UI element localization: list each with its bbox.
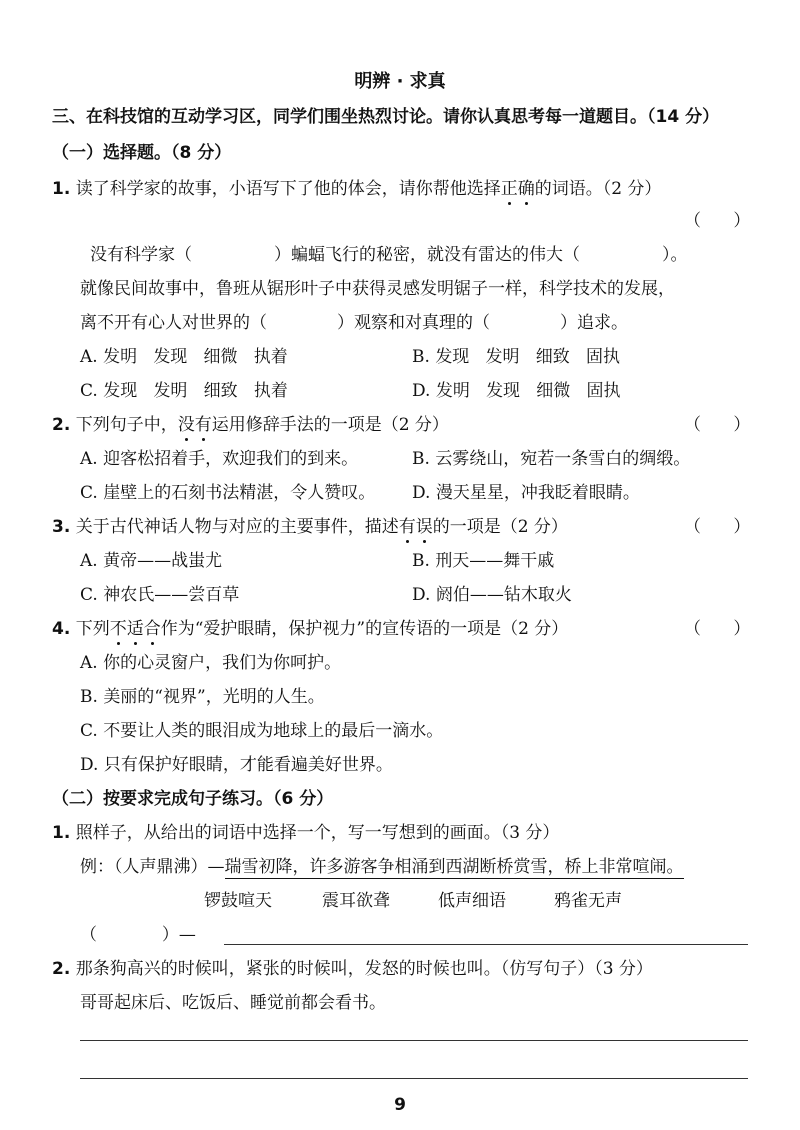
- example-line: [80, 855, 684, 879]
- emphasis-char: 误: [415, 517, 433, 537]
- passage-line-1: [90, 243, 688, 267]
- q2-option-a[interactable]: A. 迎客松招着手，欢迎我们的到来。: [80, 449, 359, 469]
- writing-line-2[interactable]: [80, 1078, 748, 1079]
- q4-option-b[interactable]: B. 美丽的“视界”，光明的人生。: [80, 687, 325, 707]
- q1-option-b[interactable]: B. 发现 发明 细致 固执: [412, 347, 620, 367]
- question-stem-end: 作为“爱护眼睛，保护视力”的宣传语的一项是（2 分）: [160, 619, 569, 639]
- question-stem: 关于古代神话人物与对应的主要事件，描述: [75, 517, 399, 537]
- word-choice-2: 震耳欲聋: [322, 891, 390, 911]
- passage-line-2: 就像民间故事中，鲁班从锯形叶子中获得灵感发明锯子一样，科学技术的发展，: [80, 279, 675, 299]
- word-choice-1: 锣鼓喧天: [204, 891, 272, 911]
- q1-option-c[interactable]: C. 发现 发明 细致 执着: [80, 381, 288, 401]
- example-prefix: 例：（人声鼎沸）—: [80, 857, 225, 877]
- question-stem: 照样子，从给出的词语中选择一个，写一写想到的画面。（3 分）: [75, 823, 560, 843]
- q3-option-c[interactable]: C. 神农氏——尝百草: [80, 585, 240, 605]
- section-heading: 三、在科技馆的互动学习区，同学们围坐热烈讨论。请你认真思考每一道题目。（14 分）: [52, 107, 720, 127]
- passage-text: ）观察和对真理的（: [337, 313, 490, 333]
- question-number: 1.: [52, 179, 71, 199]
- question-stem: 下列: [75, 619, 110, 639]
- question-1: [52, 177, 661, 201]
- question-3: [52, 515, 568, 539]
- q3-option-d[interactable]: D. 阏伯——钻木取火: [412, 585, 572, 605]
- question-stem: 下列句子中，: [75, 415, 178, 435]
- question-number: 3.: [52, 517, 71, 537]
- q4-option-d[interactable]: D. 只有保护好眼睛，才能看遍美好世界。: [80, 755, 393, 775]
- passage-text: ）蝙蝠飞行的秘密，就没有雷达的伟大（: [274, 245, 580, 265]
- question-4: [52, 617, 568, 641]
- example-text: 瑞雪初降，许多游客争相涌到西湖断桥赏雪，桥上非常喧闹。: [224, 857, 684, 877]
- passage-text: 没有科学家（: [90, 245, 192, 265]
- question-stem-end: 的词语。（2 分）: [534, 179, 662, 199]
- q2-option-c[interactable]: C. 崖壁上的石刻书法精湛，令人赞叹。: [80, 483, 376, 503]
- part2-heading: （二）按要求完成句子练习。（6 分）: [52, 789, 334, 809]
- passage-line-3: [80, 311, 628, 335]
- emphasis-char: 适: [126, 619, 144, 639]
- answer-paren[interactable]: （ ）: [684, 211, 751, 231]
- q1-option-d[interactable]: D. 发明 发现 细微 固执: [412, 381, 621, 401]
- part1-heading: （一）选择题。（8 分）: [52, 143, 232, 163]
- question-stem: 读了科学家的故事，小语写下了他的体会，请你帮他选择: [75, 179, 501, 199]
- question-stem-end: 的一项是（2 分）: [432, 517, 568, 537]
- answer-paren[interactable]: （ ）: [684, 517, 751, 537]
- question-number: 2.: [52, 959, 71, 979]
- emphasis-word: [110, 619, 161, 639]
- question-number: 4.: [52, 619, 71, 639]
- question-number: 1.: [52, 823, 71, 843]
- answer-paren[interactable]: （ ）: [684, 619, 751, 639]
- q1-option-a[interactable]: A. 发明 发现 细微 执着: [80, 347, 288, 367]
- answer-line[interactable]: [224, 944, 748, 945]
- emphasis-char: 不: [109, 619, 127, 639]
- q3-option-b[interactable]: B. 刑天——舞干戚: [412, 551, 555, 571]
- emphasis-word: [399, 517, 433, 537]
- p2-question-2: [52, 957, 653, 981]
- emphasis-word: [178, 415, 212, 435]
- emphasis-char: 没: [177, 415, 195, 435]
- answer-lead: （ ）—: [80, 925, 196, 945]
- passage-text: ）追求。: [560, 313, 628, 333]
- prompt-sentence: 哥哥起床后、吃饭后、睡觉前都会看书。: [80, 993, 386, 1013]
- q2-option-d[interactable]: D. 漫天星星，冲我眨着眼睛。: [412, 483, 640, 503]
- page-title: 明辨 · 求真: [354, 71, 446, 92]
- question-number: 2.: [52, 415, 71, 435]
- word-choice-3: 低声细语: [438, 891, 506, 911]
- writing-line-1[interactable]: [80, 1040, 748, 1041]
- emphasis-word: [501, 179, 535, 199]
- passage-text: ）。: [662, 245, 688, 265]
- emphasis-char: 有: [398, 517, 416, 537]
- emphasis-char: 确: [517, 179, 535, 199]
- q4-option-c[interactable]: C. 不要让人类的眼泪成为地球上的最后一滴水。: [80, 721, 444, 741]
- page-number: 9: [394, 1095, 406, 1115]
- answer-paren[interactable]: （ ）: [684, 415, 751, 435]
- passage-text: 离不开有心人对世界的（: [80, 313, 267, 333]
- question-2: [52, 413, 449, 437]
- word-choice-4: 鸦雀无声: [554, 891, 622, 911]
- emphasis-char: 合: [143, 619, 161, 639]
- question-stem: 那条狗高兴的时候叫，紧张的时候叫，发怒的时候也叫。（仿写句子）（3 分）: [75, 959, 653, 979]
- q3-option-a[interactable]: A. 黄帝——战蚩尤: [80, 551, 223, 571]
- q4-option-a[interactable]: A. 你的心灵窗户，我们为你呵护。: [80, 653, 342, 673]
- emphasis-char: 正: [500, 179, 518, 199]
- p2-question-1: [52, 821, 559, 845]
- emphasis-char: 有: [194, 415, 212, 435]
- question-stem-end: 运用修辞手法的一项是（2 分）: [211, 415, 449, 435]
- q2-option-b[interactable]: B. 云雾绕山，宛若一条雪白的绸缎。: [412, 449, 691, 469]
